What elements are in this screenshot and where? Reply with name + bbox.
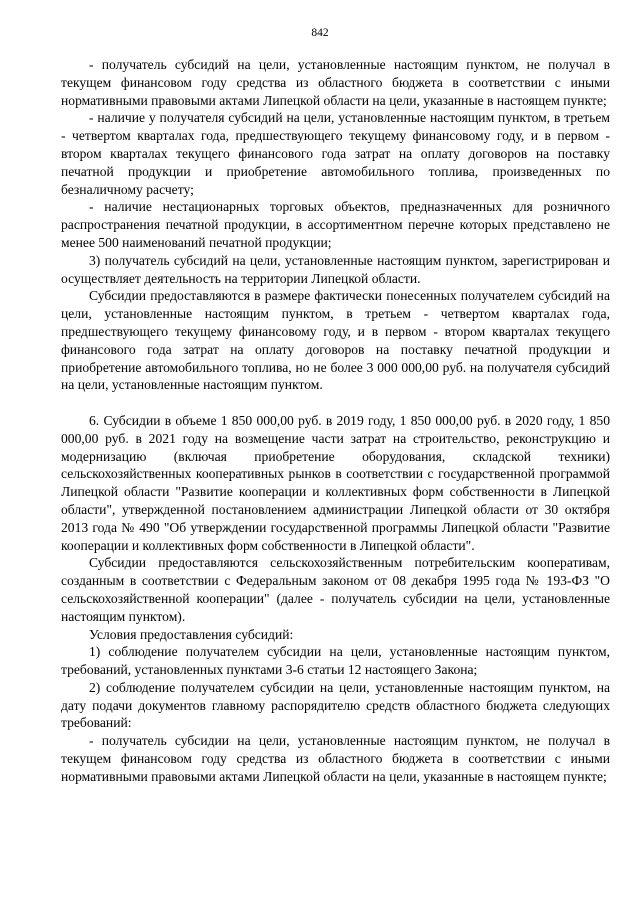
paragraph-item-6: 6. Субсидии в объеме 1 850 000,00 руб. в 2019 году, 1 850 000,00 руб. в 2020 году, 1 850 000,00 руб. в 2021 году на возмещение части затрат на строительство, реконструкцию и модернизацию (включая приобретение оборудования, складской техники) сельскохозяйственных кооперативных рынков в соответствии с государственной программой Липецкой области "Развитие кооперации и коллективных форм собственности в Липецкой области", утвержденной постановлением администрации Липецкой области от 30 октября 2013 года № 490 "Об утверждении государственной программы Липецкой области "Развитие кооперации и коллективных форм собственности в Липецкой области". [61,412,610,553]
paragraph-not-received-funds: - получатель субсидий на цели, установленные настоящим пунктом, не получал в текущем финансовом году средства из областного бюджета в соответствии с иными нормативными правовыми актами Липецкой области на цели, указанные в настоящем пункте; [61,57,610,108]
paragraph-trade-objects: - наличие нестационарных торговых объектов, предназначенных для розничного распространения печатной продукции, в ассортиментном перечне которых представлено не менее 500 наименований печатной продукции; [61,199,610,250]
paragraph-subsidy-amount: Субсидии предоставляются в размере фактически понесенных получателем субсидий на цели, установленные настоящим пунктом, в третьем - четвертом кварталах года, предшествующего текущему финансовому году, и в первом - втором кварталах текущего финансового года затрат на оплату договоров на поставку печатной продукции и приобретение автомобильного топлива, но не более 3 000 000,00 руб. на получателя субсидий на цели, установленные настоящим пунктом. [61,288,610,393]
paragraph-requirement: - получатель субсидии на цели, установленные настоящим пунктом, не получал в текущем финансовом году средства из областного бюджета в соответствии с иными нормативными правовыми актами Липецкой области на цели, указанные в настоящем пункте; [61,733,610,784]
paragraph-condition-1: 1) соблюдение получателем субсидии на цели, установленные настоящим пунктом, требований, установленных пунктами 3-6 статьи 12 настоящего Закона; [61,644,610,678]
paragraph-condition-2: 2) соблюдение получателем субсидии на цели, установленные настоящим пунктом, на дату подачи документов главному распорядителю средств областного бюджета следующих требований: [61,679,610,731]
paragraph-conditions-heading: Условия предоставления субсидий: [89,626,294,642]
paragraph-registered-lipetsk: 3) получатель субсидий на цели, установленные настоящим пунктом, зарегистрирован и осуществляет деятельность на территории Липецкой области. [61,252,610,286]
document-body [61,56,610,786]
page-number: 842 [311,27,329,39]
paragraph-costs-printed-products: - наличие у получателя субсидий на цели, установленные настоящим пунктом, в третьем - четвертом кварталах года, предшествующего текущему финансовому году, и в первом - втором кварталах текущего финансового года затрат на оплату договоров на поставку печатной продукции и приобретение автомобильного топлива, произведенных по безналичному расчету; [61,110,610,197]
paragraph-cooperatives: Субсидии предоставляются сельскохозяйственным потребительским кооперативам, созданным в соответствии с Федеральным законом от 08 декабря 1995 года № 193-ФЗ "О сельскохозяйственной кооперации" (далее - получатель субсидии на цели, установленные настоящим пунктом). [61,555,610,624]
